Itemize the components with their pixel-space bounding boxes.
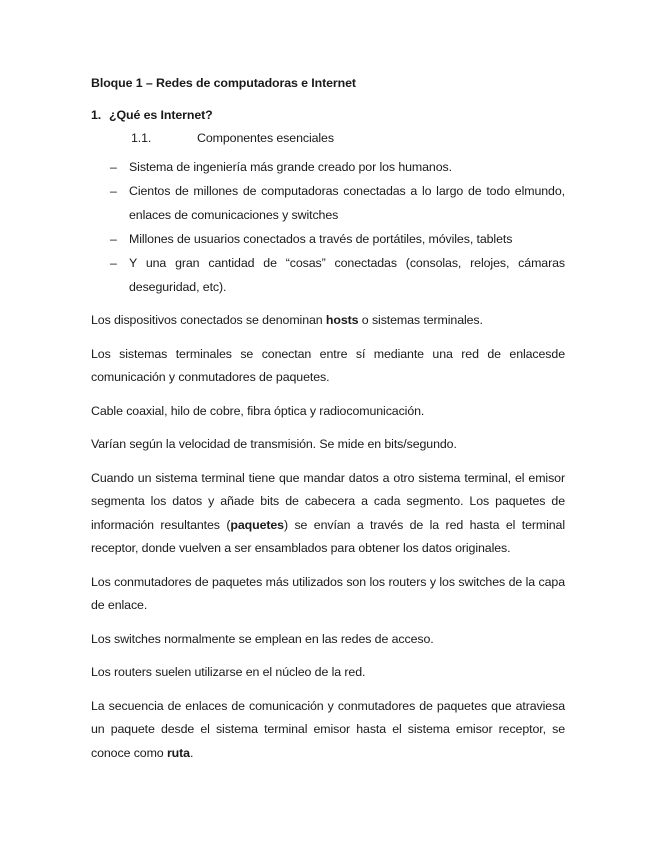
list-item <box>91 227 565 251</box>
list-item-text: Y una gran cantidad de “cosas” conectadas (consolas, relojes, cámaras deseguridad, etc). <box>129 256 565 294</box>
paragraph-text: ) se envían a través de la red hasta el terminal receptor, donde vuelven a ser ensamblados para obtener los datos originales. <box>91 517 565 555</box>
document-body <box>91 75 565 775</box>
bullet-list <box>91 155 565 299</box>
paragraph-paquetes <box>91 467 565 561</box>
document-title: Bloque 1 – Redes de computadoras e Internet <box>91 76 356 90</box>
paragraph-routers: Los routers suelen utilizarse en el núcleo de la red. <box>91 665 366 679</box>
paragraph-conmutadores: Los conmutadores de paquetes más utilizados son los routers y los switches de la capa de enlace. <box>91 574 565 612</box>
subheading-number: 1.1. <box>131 131 152 145</box>
paragraph-text: La secuencia de enlaces de comunicación y conmutadores de paquetes que atraviesa un paquete desde el sistema terminal emisor hasta el sistema emisor receptor, se conoce como <box>91 698 565 760</box>
subheading-text: Componentes esenciales <box>197 131 334 145</box>
dash-marker: – <box>110 232 117 246</box>
paragraph-text: Cuando un sistema terminal tiene que mandar datos a otro sistema terminal, el emisor segmenta los datos y añade bits de cabecera a cada segmento. Los paquetes de información resultantes ( <box>91 470 565 532</box>
list-item <box>91 155 565 179</box>
heading-number: 1. <box>91 108 102 122</box>
dash-marker: – <box>110 160 117 174</box>
paragraph-hosts <box>91 309 565 333</box>
subheading-componentes <box>91 130 565 147</box>
bold-term-paquetes: paquetes <box>230 517 284 532</box>
paragraph-text: o sistemas terminales. <box>358 313 483 327</box>
paragraph-text: Los dispositivos conectados se denominan <box>91 313 326 327</box>
bold-term-ruta: ruta <box>166 745 190 760</box>
heading-text: ¿Qué es Internet? <box>109 108 213 122</box>
heading-que-es-internet <box>91 107 565 124</box>
paragraph-red-enlaces: Los sistemas terminales se conectan entre sí mediante una red de enlacesde comunicación y conmutadores de paquetes. <box>91 346 565 384</box>
paragraph-velocidad: Varían según la velocidad de transmisión. Se mide en bits/segundo. <box>91 437 457 451</box>
paragraph-switches: Los switches normalmente se emplean en las redes de acceso. <box>91 631 434 646</box>
bold-term-hosts: hosts <box>325 313 359 327</box>
list-item <box>91 251 565 299</box>
list-item-text: Cientos de millones de computadoras conectadas a lo largo de todo elmundo, enlaces de comunicaciones y switches <box>129 184 565 222</box>
paragraph-text: . <box>189 745 194 760</box>
list-item <box>91 179 565 227</box>
paragraph-ruta <box>91 695 565 766</box>
list-item-text: Millones de usuarios conectados a través de portátiles, móviles, tablets <box>129 232 513 246</box>
paragraph-medios: Cable coaxial, hilo de cobre, fibra óptica y radiocomunicación. <box>91 403 425 418</box>
dash-marker: – <box>110 184 117 198</box>
dash-marker: – <box>110 256 117 270</box>
list-item-text: Sistema de ingeniería más grande creado por los humanos. <box>129 160 452 174</box>
